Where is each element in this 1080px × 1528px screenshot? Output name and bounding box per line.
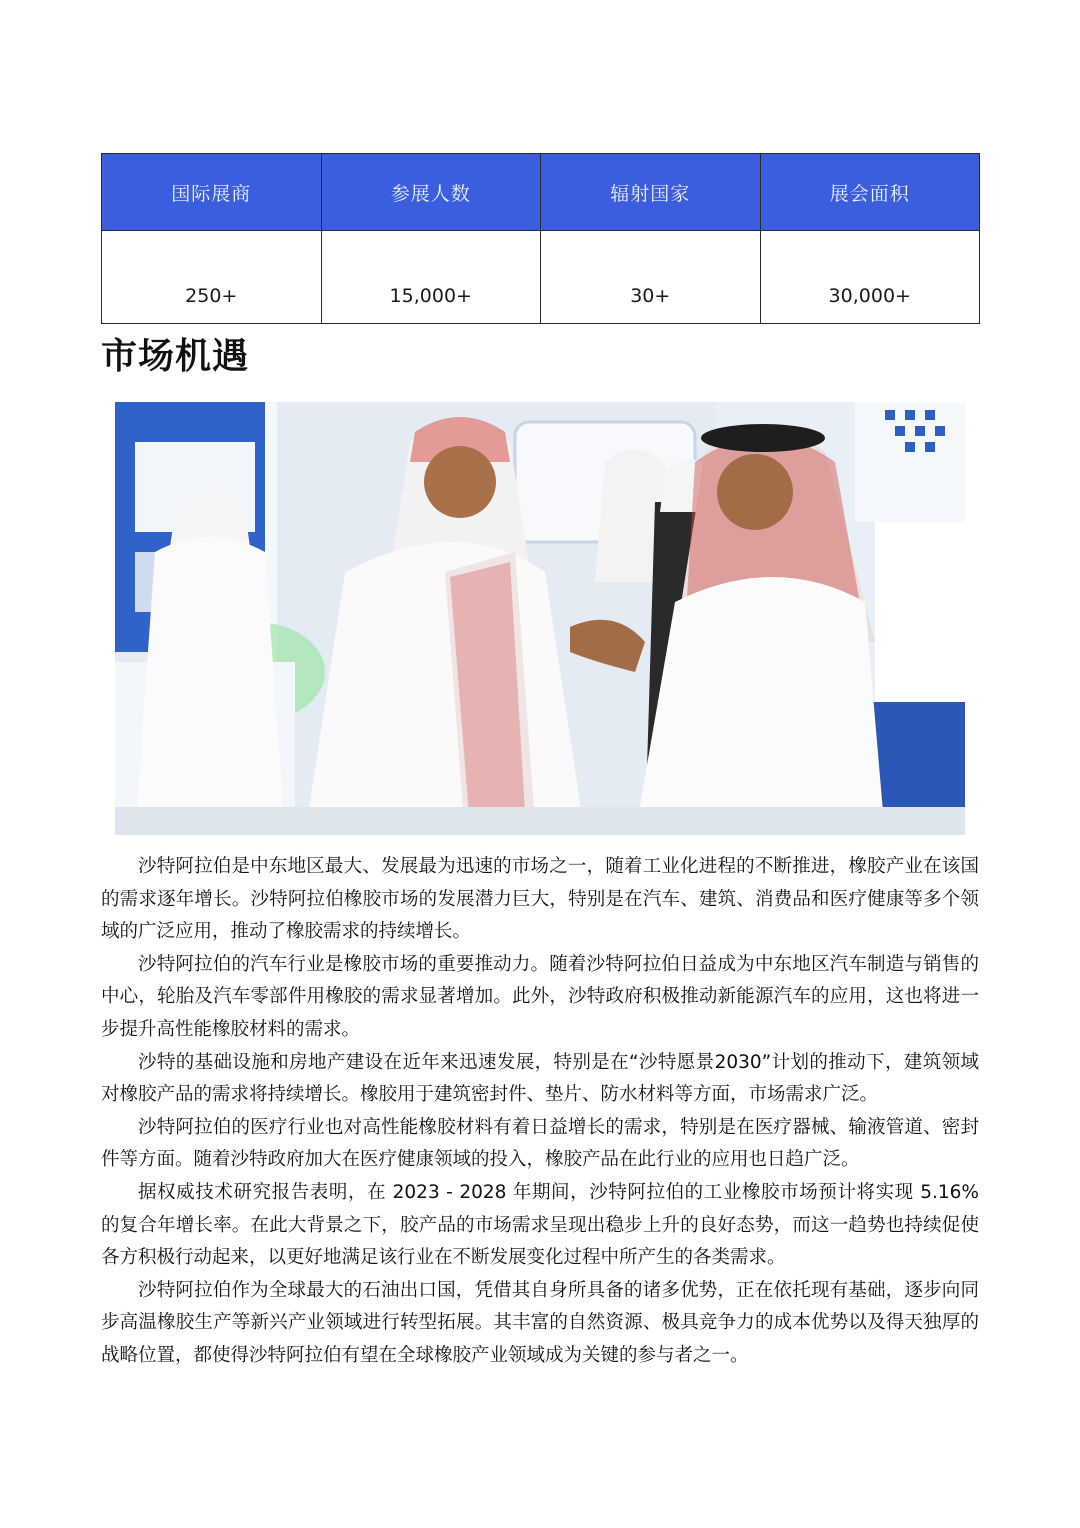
stats-header-exhibitors: 国际展商 (102, 154, 322, 231)
stats-value-area: 30,000+ (760, 231, 980, 324)
stats-value-row (102, 231, 980, 324)
stats-header-visitors: 参展人数 (321, 154, 541, 231)
paragraph: 据权威技术研究报告表明，在 2023 - 2028 年期间，沙特阿拉伯的工业橡胶市场预计将实现 5.16% 的复合年增长率。在此大背景之下，胶产品的市场需求呈现出稳步上升的良好态势，而这一趋势也持续促使各方积极行动起来，以更好地满足该行业在不断发展变化过程中所产生的各类需求。 (101, 1181, 979, 1269)
section-title: 市场机遇 (101, 336, 250, 377)
paragraph: 沙特阿拉伯是中东地区最大、发展最为迅速的市场之一，随着工业化进程的不断推进，橡胶产业在该国的需求逐年增长。沙特阿拉伯橡胶市场的发展潜力巨大，特别是在汽车、建筑、消费品和医疗健康等多个领域的广泛应用，推动了橡胶需求的持续增长。 (101, 856, 979, 943)
stats-header-area: 展会面积 (760, 154, 980, 231)
stats-value-visitors: 15,000+ (321, 231, 541, 324)
exhibition-photo (115, 402, 965, 835)
paragraph: 沙特阿拉伯作为全球最大的石油出口国，凭借其自身所具备的诸多优势，正在依托现有基础，逐步向同步高温橡胶生产等新兴产业领域进行转型拓展。其丰富的自然资源、极具竞争力的成本优势以及得天独厚的战略位置，都使得沙特阿拉伯有望在全球橡胶产业领域成为关键的参与者之一。 (101, 1279, 979, 1366)
exhibition-photo-illustration (115, 402, 965, 835)
article-body (101, 851, 979, 1373)
stats-value-exhibitors: 250+ (102, 231, 322, 324)
paragraph: 沙特阿拉伯的医疗行业也对高性能橡胶材料有着日益增长的需求，特别是在医疗器械、输液管道、密封件等方面。随着沙特政府加大在医疗健康领域的投入，橡胶产品在此行业的应用也日趋广泛。 (101, 1116, 979, 1171)
paragraph: 沙特阿拉伯的汽车行业是橡胶市场的重要推动力。随着沙特阿拉伯日益成为中东地区汽车制造与销售的中心，轮胎及汽车零部件用橡胶的需求显著增加。此外，沙特政府积极推动新能源汽车的应用，这也将进一步提升高性能橡胶材料的需求。 (101, 953, 979, 1040)
paragraph: 沙特的基础设施和房地产建设在近年来迅速发展，特别是在“沙特愿景2030”计划的推动下，建筑领域对橡胶产品的需求将持续增长。橡胶用于建筑密封件、垫片、防水材料等方面，市场需求广泛。 (101, 1051, 979, 1106)
stats-value-countries: 30+ (541, 231, 761, 324)
stats-header-countries: 辐射国家 (541, 154, 761, 231)
stats-table (101, 153, 980, 324)
stats-header-row (102, 154, 980, 231)
